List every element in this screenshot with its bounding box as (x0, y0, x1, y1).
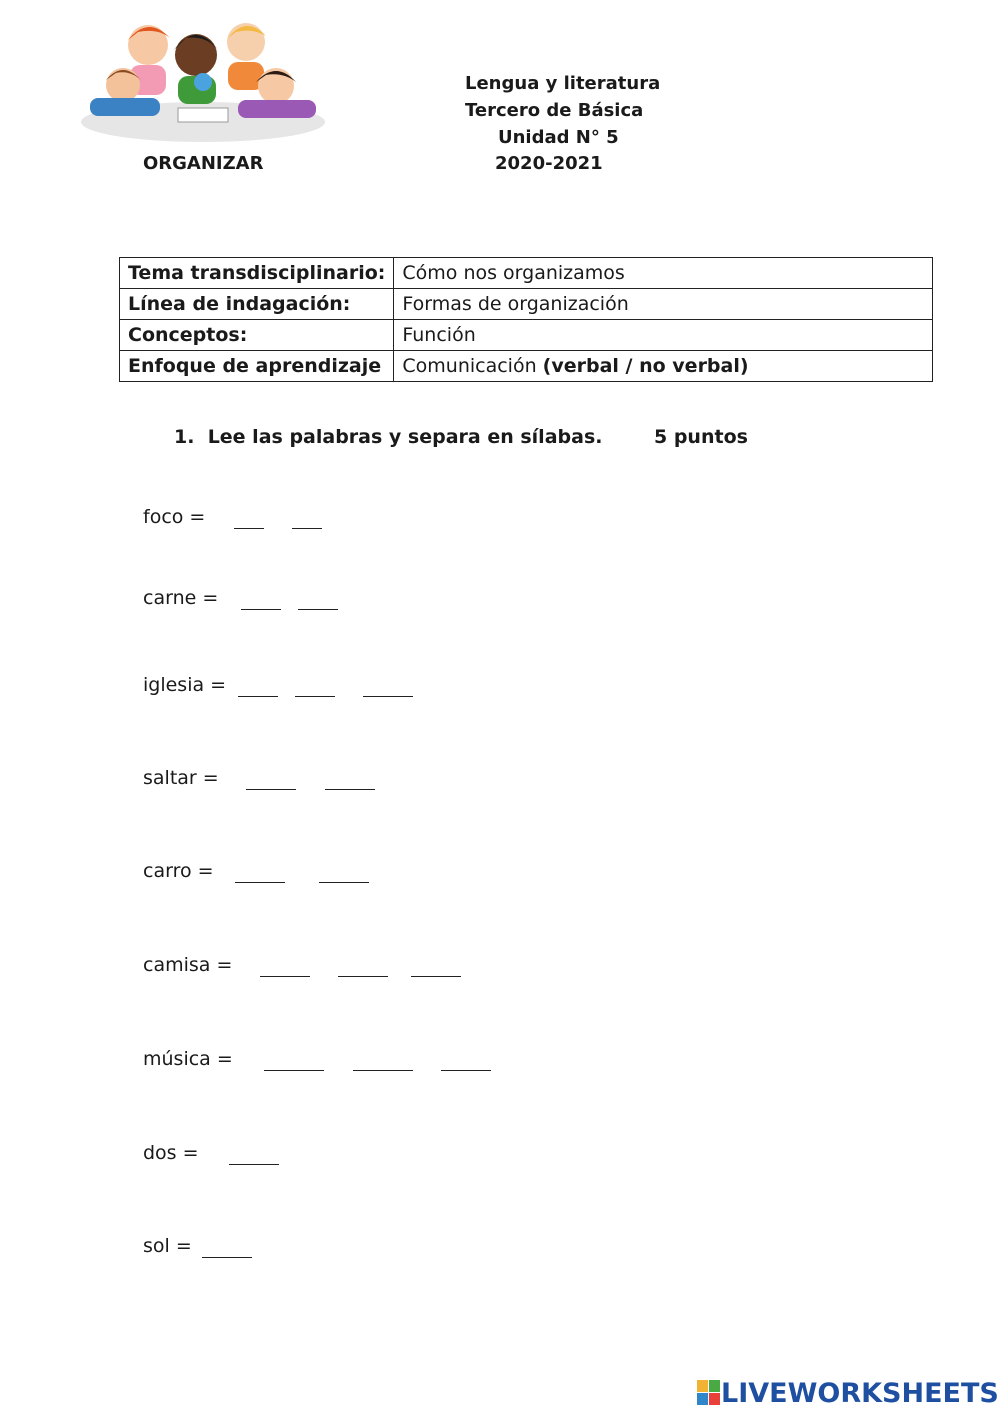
syllable-blank[interactable] (363, 696, 413, 697)
theme-word: ORGANIZAR (143, 153, 264, 174)
syllable-blank[interactable] (325, 789, 375, 790)
word-label: foco = (143, 506, 206, 528)
word-row-musica (143, 1048, 233, 1070)
liveworksheets-logo (697, 1376, 999, 1410)
subject-title: Lengua y literatura (465, 73, 661, 94)
syllable-blank[interactable] (238, 696, 278, 697)
question-number: 1. (174, 426, 195, 448)
row-label: Línea de indagación: (120, 289, 394, 320)
syllable-blank[interactable] (441, 1070, 491, 1071)
word-label: saltar = (143, 767, 219, 789)
word-label: dos = (143, 1142, 199, 1164)
word-row-foco (143, 506, 205, 528)
syllable-blank[interactable] (298, 609, 338, 610)
logo-text: LIVEWORKSHEETS (721, 1377, 999, 1409)
table-row (120, 351, 933, 382)
word-label: sol = (143, 1235, 192, 1257)
word-label: carro = (143, 860, 214, 882)
row-label: Tema transdisciplinario: (120, 258, 394, 289)
word-row-carne (143, 587, 218, 609)
row-label: Conceptos: (120, 320, 394, 351)
question-points: 5 puntos (654, 426, 748, 448)
word-row-iglesia (143, 674, 226, 696)
word-label: camisa = (143, 954, 233, 976)
syllable-blank[interactable] (264, 1070, 324, 1071)
word-row-saltar (143, 767, 219, 789)
word-row-dos (143, 1142, 199, 1164)
table-row (120, 258, 933, 289)
unit-title: Unidad N° 5 (498, 127, 619, 148)
syllable-blank[interactable] (241, 609, 281, 610)
syllable-blank[interactable] (338, 976, 388, 977)
syllable-blank[interactable] (235, 882, 285, 883)
syllable-blank[interactable] (260, 976, 310, 977)
syllable-blank[interactable] (202, 1257, 252, 1258)
word-row-camisa (143, 954, 232, 976)
word-label: música = (143, 1048, 233, 1070)
syllable-blank[interactable] (229, 1164, 279, 1165)
question-text: Lee las palabras y separa en sílabas. (207, 426, 603, 448)
table-row (120, 320, 933, 351)
school-year: 2020-2021 (495, 153, 603, 174)
syllable-blank[interactable] (411, 976, 461, 977)
row-value: Cómo nos organizamos (394, 258, 933, 289)
grade-title: Tercero de Básica (465, 100, 644, 121)
row-value: Formas de organización (394, 289, 933, 320)
syllable-blank[interactable] (295, 696, 335, 697)
word-row-carro (143, 860, 214, 882)
row-label: Enfoque de aprendizaje (120, 351, 394, 382)
syllable-blank[interactable] (292, 528, 322, 529)
row-value: Comunicación (verbal / no verbal) (394, 351, 933, 382)
word-label: carne = (143, 587, 219, 609)
children-illustration (78, 10, 328, 145)
logo-icon (697, 1380, 721, 1406)
table-row (120, 289, 933, 320)
word-label: iglesia = (143, 674, 227, 696)
syllable-blank[interactable] (319, 882, 369, 883)
word-row-sol (143, 1235, 192, 1257)
row-value: Función (394, 320, 933, 351)
syllable-blank[interactable] (353, 1070, 413, 1071)
syllable-blank[interactable] (234, 528, 264, 529)
info-table (119, 257, 933, 382)
question-heading (174, 426, 748, 448)
syllable-blank[interactable] (246, 789, 296, 790)
